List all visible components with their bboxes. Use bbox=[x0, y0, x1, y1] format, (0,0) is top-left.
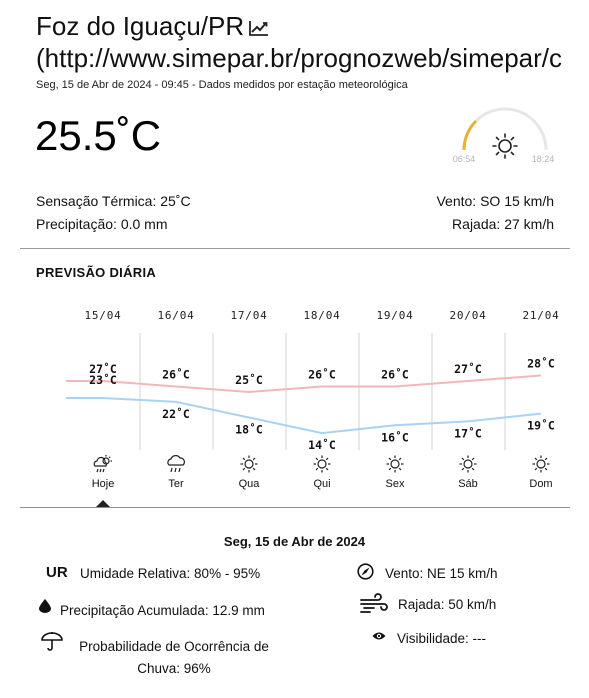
sun-icon bbox=[460, 456, 477, 473]
current-gust: Rajada: 27 km/h bbox=[452, 216, 554, 232]
daily-forecast-chart[interactable] bbox=[66, 300, 560, 500]
rain-cloud-icon bbox=[168, 456, 184, 472]
forecast-day-label: Sex bbox=[385, 478, 405, 490]
selected-day-pointer bbox=[96, 500, 110, 507]
forecast-wind: Vento: NE 15 km/h bbox=[385, 566, 498, 581]
rain-sun-icon bbox=[94, 455, 112, 472]
accumulated-precipitation: Precipitação Acumulada: 12.9 mm bbox=[60, 603, 265, 618]
sun-icon bbox=[387, 456, 404, 473]
sun-arc-track bbox=[464, 109, 546, 150]
visibility: Visibilidade: --- bbox=[397, 631, 487, 646]
max-temperature-line bbox=[66, 376, 541, 393]
forecast-max-temp: 25˚C bbox=[235, 373, 263, 387]
forecast-min-temp: 19˚C bbox=[527, 418, 555, 433]
forecast-day-label: Qui bbox=[313, 478, 331, 490]
sun-icon bbox=[241, 456, 258, 473]
sunrise-time: 06:54 bbox=[452, 154, 476, 164]
rain-probability bbox=[60, 636, 288, 680]
sunset-time: 18:24 bbox=[531, 154, 555, 164]
current-precipitation: Precipitação: 0.0 mm bbox=[36, 216, 168, 232]
drop-icon bbox=[39, 599, 51, 613]
sun-arc bbox=[450, 106, 560, 168]
forecast-date: 19/04 bbox=[376, 309, 414, 322]
forecast-max-temp: 26˚C bbox=[162, 367, 190, 382]
eye-icon bbox=[372, 631, 386, 641]
location-url: (http://www.simepar.br/prognozweb/simepar/c bbox=[36, 43, 562, 73]
observation-subtitle: Seg, 15 de Abr de 2024 - 09:45 - Dados medidos por estação meteorológica bbox=[36, 79, 408, 91]
forecast-date: 17/04 bbox=[230, 309, 268, 322]
divider bbox=[20, 507, 570, 508]
forecast-gust: Rajada: 50 km/h bbox=[398, 597, 497, 612]
forecast-day-label: Ter bbox=[168, 478, 184, 490]
forecast-min-temp: 23˚C bbox=[89, 373, 117, 387]
compass-icon bbox=[357, 563, 374, 580]
sun-arc-progress bbox=[464, 121, 476, 150]
forecast-min-temp: 22˚C bbox=[162, 406, 190, 421]
forecast-max-temp: 26˚C bbox=[381, 367, 409, 382]
sun-icon bbox=[493, 134, 517, 158]
gust-icon bbox=[360, 594, 390, 614]
forecast-day-label: Qua bbox=[238, 478, 260, 490]
trend-chart-icon[interactable] bbox=[248, 19, 270, 37]
sun-icon bbox=[533, 456, 550, 473]
forecast-date: 16/04 bbox=[157, 309, 195, 322]
detail-date: Seg, 15 de Abr de 2024 bbox=[223, 534, 366, 549]
forecast-min-temp: 17˚C bbox=[454, 426, 482, 441]
forecast-day-label: Hoje bbox=[91, 478, 115, 490]
forecast-max-temp: 27˚C bbox=[89, 362, 117, 376]
forecast-min-temp: 16˚C bbox=[381, 430, 409, 445]
forecast-date: 20/04 bbox=[449, 309, 487, 322]
forecast-max-temp: 27˚C bbox=[454, 362, 482, 376]
forecast-max-temp: 28˚C bbox=[527, 356, 555, 371]
current-temperature: 25.5˚C bbox=[35, 112, 162, 159]
forecast-min-temp: 18˚C bbox=[235, 422, 263, 437]
rain-probability-line1: Probabilidade de Ocorrência de bbox=[79, 639, 269, 654]
forecast-date: 18/04 bbox=[303, 309, 341, 322]
forecast-heading: PREVISÃO DIÁRIA bbox=[36, 265, 157, 280]
sun-icon bbox=[314, 456, 331, 473]
forecast-date: 15/04 bbox=[84, 309, 122, 322]
divider bbox=[20, 248, 570, 249]
forecast-day-label: Dom bbox=[529, 478, 553, 490]
forecast-max-temp: 26˚C bbox=[308, 367, 336, 382]
location-name: Foz do Iguaçu/PR bbox=[36, 11, 245, 41]
forecast-date: 21/04 bbox=[522, 309, 560, 322]
forecast-day-label: Sáb bbox=[458, 478, 478, 490]
humidity-icon: UR bbox=[46, 564, 68, 581]
current-wind: Vento: SO 15 km/h bbox=[436, 193, 554, 209]
forecast-min-temp: 14˚C bbox=[308, 438, 336, 453]
feels-like: Sensação Térmica: 25˚C bbox=[36, 193, 191, 209]
rain-probability-line2: Chuva: 96% bbox=[137, 661, 211, 676]
page-title bbox=[36, 10, 570, 74]
humidity-value: Umidade Relativa: 80% - 95% bbox=[80, 566, 261, 581]
